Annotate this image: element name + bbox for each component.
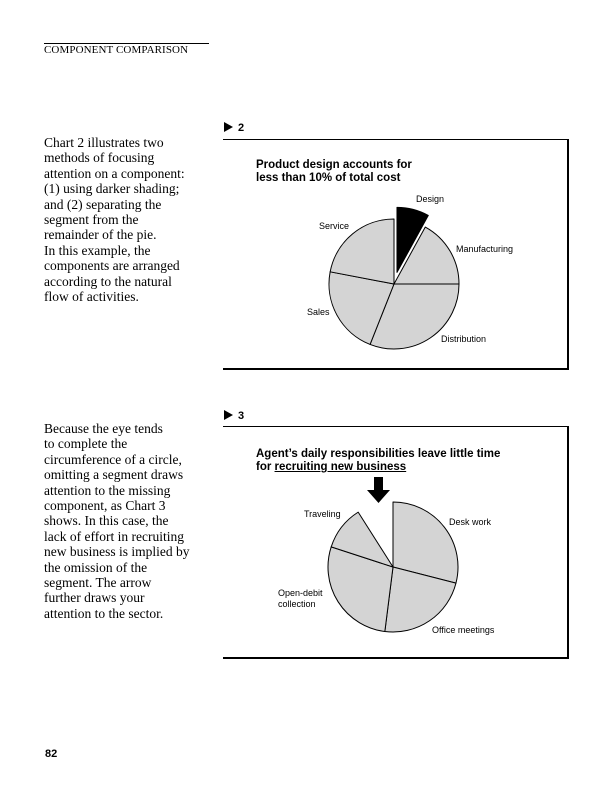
triangle-marker-icon: [224, 122, 233, 132]
text-line: attention to the missing: [44, 482, 171, 498]
text-line: components are arranged: [44, 258, 180, 274]
chart-title-line: less than 10% of total cost: [256, 172, 401, 184]
text-line: to complete the: [44, 436, 128, 452]
slice-label-distribution: Distribution: [441, 334, 487, 344]
text-line: the omission of the: [44, 559, 148, 575]
chart-title-line: Agent’s daily responsibilities leave little time: [256, 448, 501, 460]
chart-3-pie: [223, 427, 567, 657]
slice-label-design: Design: [416, 194, 445, 204]
text-line: Chart 2 illustrates two: [44, 135, 164, 150]
slice-label-traveling: Traveling: [304, 509, 341, 519]
page-number: 82: [45, 748, 58, 760]
text-line: remainder of the pie.: [44, 227, 157, 243]
slice-label-office-meetings: Office meetings: [432, 625, 495, 635]
text-line: circumference of a circle,: [44, 451, 182, 467]
text-line: component, as Chart 3: [44, 498, 166, 514]
text-line: new business is implied by: [44, 544, 190, 560]
chart-3-panel: [223, 426, 569, 659]
section-header: COMPONENT COMPARISON: [44, 44, 189, 56]
text-line: segment. The arrow: [44, 575, 152, 591]
text-line: omitting a segment draws: [44, 467, 184, 483]
slice-label-sales: Sales: [307, 307, 330, 317]
triangle-marker-icon: [224, 410, 233, 420]
text-line: according to the natural: [44, 273, 172, 289]
chart-3-number: 3: [238, 410, 245, 422]
slice-label-desk-work: Desk work: [449, 517, 492, 527]
text-line: attention to the sector.: [44, 605, 164, 621]
text-line: (1) using darker shading;: [44, 181, 180, 197]
text-line: further draws your: [44, 590, 145, 606]
text-line: attention on a component:: [44, 165, 185, 181]
chart-title-emphasis: recruiting new business: [274, 461, 407, 473]
chart-title-prefix: for: [256, 461, 275, 473]
slice-label-open-debit: Open-debit: [278, 588, 323, 598]
chart-2-panel: [223, 139, 569, 370]
body-paragraph-chart3: [44, 421, 222, 621]
chart-title-line: Product design accounts for: [256, 159, 412, 171]
text-line: flow of activities.: [44, 289, 139, 305]
chart-2-pie: [223, 140, 567, 368]
down-arrow-icon: [367, 477, 390, 503]
chart-2-marker: [224, 122, 244, 134]
slice-label-service: Service: [319, 221, 350, 231]
text-line: lack of effort in recruiting: [44, 528, 184, 544]
text-line: methods of focusing: [44, 150, 155, 166]
body-paragraph-chart2: [44, 135, 222, 304]
text-line: Because the eye tends: [44, 421, 163, 436]
text-line: In this example, the: [44, 242, 151, 258]
chart-3-marker: [224, 410, 244, 422]
text-line: segment from the: [44, 212, 139, 228]
chart-2-number: 2: [238, 122, 245, 134]
text-line: and (2) separating the: [44, 196, 162, 212]
slice-label-manufacturing: Manufacturing: [456, 244, 514, 254]
text-line: shows. In this case, the: [44, 513, 169, 529]
slice-label-collection: collection: [278, 599, 316, 609]
